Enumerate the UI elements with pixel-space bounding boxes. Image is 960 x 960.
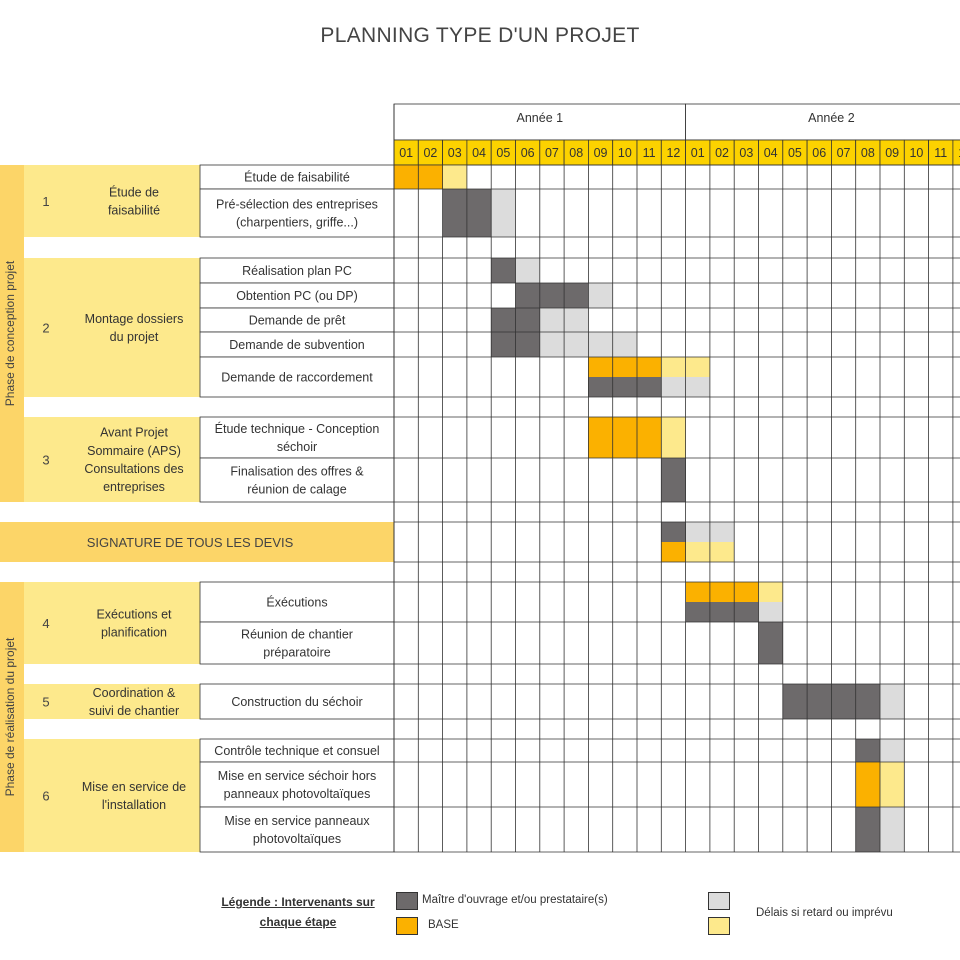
step-label: Avant Projet Sommaire (APS) Consultations des entreprises <box>84 425 184 495</box>
task-bar-cell <box>856 762 880 807</box>
legend-swatch-orange <box>396 917 418 935</box>
task-bar-cell <box>613 332 637 357</box>
task-bar-cell <box>710 542 734 562</box>
task-label: Finalisation des offres & réunion de calage <box>230 464 364 497</box>
task-label: Contrôle technique et consuel <box>214 743 380 758</box>
task-bar-cell <box>637 357 661 377</box>
task-bar-cell <box>880 684 904 719</box>
step-number: 6 <box>42 788 50 804</box>
month-label: 09 <box>593 146 608 160</box>
task-bar-cell <box>443 165 467 189</box>
legend-label-orange: BASE <box>428 919 459 931</box>
task-bar-cell <box>686 542 710 562</box>
step-block <box>24 258 200 397</box>
task-bar-cell <box>564 283 588 308</box>
task-bar-cell <box>856 807 880 852</box>
task-bar-cell <box>661 417 685 458</box>
task-bar-cell <box>564 308 588 332</box>
task-bar-cell <box>491 189 515 237</box>
step-label: Étude de faisabilité <box>107 185 161 218</box>
task-bar-cell <box>856 739 880 762</box>
task-bar-cell <box>588 283 612 308</box>
month-label: 02 <box>423 146 438 160</box>
month-label: 03 <box>739 146 754 160</box>
task-bar-cell <box>516 258 540 283</box>
month-label: 11 <box>934 146 948 160</box>
task-bar-cell <box>880 762 904 807</box>
task-bar-cell <box>880 739 904 762</box>
task-bar-cell <box>661 522 685 542</box>
task-bar-cell <box>759 602 783 622</box>
task-bar-cell <box>613 377 637 397</box>
task-bar-cell <box>491 258 515 283</box>
task-label: Demande de subvention <box>229 337 365 352</box>
month-label: 06 <box>812 146 827 160</box>
task-bar-cell <box>710 602 734 622</box>
task-bar-cell <box>588 417 612 458</box>
task-label: Réalisation plan PC <box>242 263 352 278</box>
task-label: Réunion de chantier préparatoire <box>241 627 353 660</box>
step-label: Coordination & suivi de chantier <box>88 685 180 718</box>
step-number: 3 <box>42 452 50 468</box>
phase-label: Phase de conception projet <box>3 260 18 407</box>
task-bar-cell <box>418 165 442 189</box>
task-bar-cell <box>516 332 540 357</box>
month-label: 10 <box>617 146 632 160</box>
task-bar-cell <box>686 582 710 602</box>
task-bar-cell <box>686 602 710 622</box>
legend-label-dark: Maître d'ouvrage et/ou prestataire(s) <box>422 894 608 906</box>
month-label: 10 <box>909 146 924 160</box>
task-bar-cell <box>443 189 467 237</box>
month-label: 01 <box>399 146 414 160</box>
month-label: 03 <box>447 146 462 160</box>
task-bar-cell <box>734 602 758 622</box>
month-label: 07 <box>544 146 559 160</box>
task-label-cell <box>200 189 394 237</box>
task-label: Pré-sélection des entreprises (charpentiers, griffe...) <box>216 197 378 230</box>
task-bar-cell <box>661 357 685 377</box>
task-bar-cell <box>491 332 515 357</box>
step-label: Exécutions et planification <box>96 607 172 640</box>
page-title: PLANNING TYPE D'UN PROJET <box>320 24 640 47</box>
task-label: Mise en service panneaux photovoltaïques <box>224 813 370 846</box>
task-bar-cell <box>759 582 783 602</box>
month-label: 08 <box>569 146 584 160</box>
month-label: 06 <box>520 146 535 160</box>
legend-swatch-gray <box>708 892 730 910</box>
task-label: Demande de raccordement <box>221 370 373 385</box>
step-block <box>24 582 200 664</box>
task-bar-cell <box>807 684 831 719</box>
step-block <box>24 165 200 237</box>
task-bar-cell <box>710 522 734 542</box>
task-bar-cell <box>588 357 612 377</box>
task-label: Obtention PC (ou DP) <box>236 288 358 303</box>
month-label: 11 <box>642 146 656 160</box>
task-bar-cell <box>710 582 734 602</box>
task-label: Étude technique - Conception séchoir <box>214 421 380 454</box>
task-bar-cell <box>661 542 685 562</box>
task-label: Étude de faisabilité <box>244 170 350 185</box>
step-block <box>24 739 200 852</box>
task-label: Construction du séchoir <box>231 694 363 709</box>
month-label: 07 <box>836 146 851 160</box>
legend-swatch-dark <box>396 892 418 910</box>
task-bar-cell <box>783 684 807 719</box>
step-label: Montage dossiers du projet <box>84 311 184 344</box>
task-bar-cell <box>686 357 710 377</box>
month-label: 08 <box>860 146 875 160</box>
task-bar-cell <box>491 308 515 332</box>
task-label: Mise en service séchoir hors panneaux photovoltaïques <box>217 768 377 801</box>
signature-label: SIGNATURE DE TOUS LES DEVIS <box>86 535 294 550</box>
year-label: Année 1 <box>516 111 564 125</box>
task-bar-cell <box>394 165 418 189</box>
step-number: 1 <box>42 194 50 209</box>
task-bar-cell <box>661 458 685 502</box>
task-bar-cell <box>467 189 491 237</box>
task-bar-cell <box>637 377 661 397</box>
task-bar-cell <box>613 417 637 458</box>
month-label: 12 <box>666 146 681 160</box>
month-label: 09 <box>885 146 900 160</box>
task-bar-cell <box>686 377 710 397</box>
phase-label: Phase de réalisation du projet <box>3 637 18 797</box>
task-bar-cell <box>637 417 661 458</box>
task-bar-cell <box>540 332 564 357</box>
task-bar-cell <box>831 684 855 719</box>
task-bar-cell <box>564 332 588 357</box>
step-number: 5 <box>42 694 50 710</box>
task-bar-cell <box>540 283 564 308</box>
month-label: 04 <box>472 146 487 160</box>
task-bar-cell <box>759 622 783 664</box>
legend-swatch-yellow <box>708 917 730 935</box>
legend-label-delay: Délais si retard ou imprévu <box>756 907 893 919</box>
task-bar-cell <box>516 283 540 308</box>
month-label: 05 <box>787 146 802 160</box>
task-bar-cell <box>516 308 540 332</box>
task-bar-cell <box>661 377 685 397</box>
task-bar-cell <box>540 308 564 332</box>
task-bar-cell <box>613 357 637 377</box>
task-bar-cell <box>856 684 880 719</box>
step-number: 2 <box>42 320 50 336</box>
task-bar-cell <box>734 582 758 602</box>
task-label: Demande de prêt <box>248 313 346 328</box>
task-bar-cell <box>588 377 612 397</box>
task-bar-cell <box>686 522 710 542</box>
month-label: 04 <box>763 146 778 160</box>
step-number: 4 <box>42 616 50 631</box>
month-label: 01 <box>690 146 705 160</box>
legend-title: Légende : Intervenants sur chaque étape <box>221 895 375 929</box>
month-label: 02 <box>715 146 730 160</box>
task-label: Éxécutions <box>266 595 328 610</box>
year-label: Année 2 <box>808 111 855 125</box>
month-label: 05 <box>496 146 511 160</box>
task-bar-cell <box>880 807 904 852</box>
task-bar-cell <box>588 332 612 357</box>
step-label: Mise en service de l'installation <box>81 779 187 812</box>
